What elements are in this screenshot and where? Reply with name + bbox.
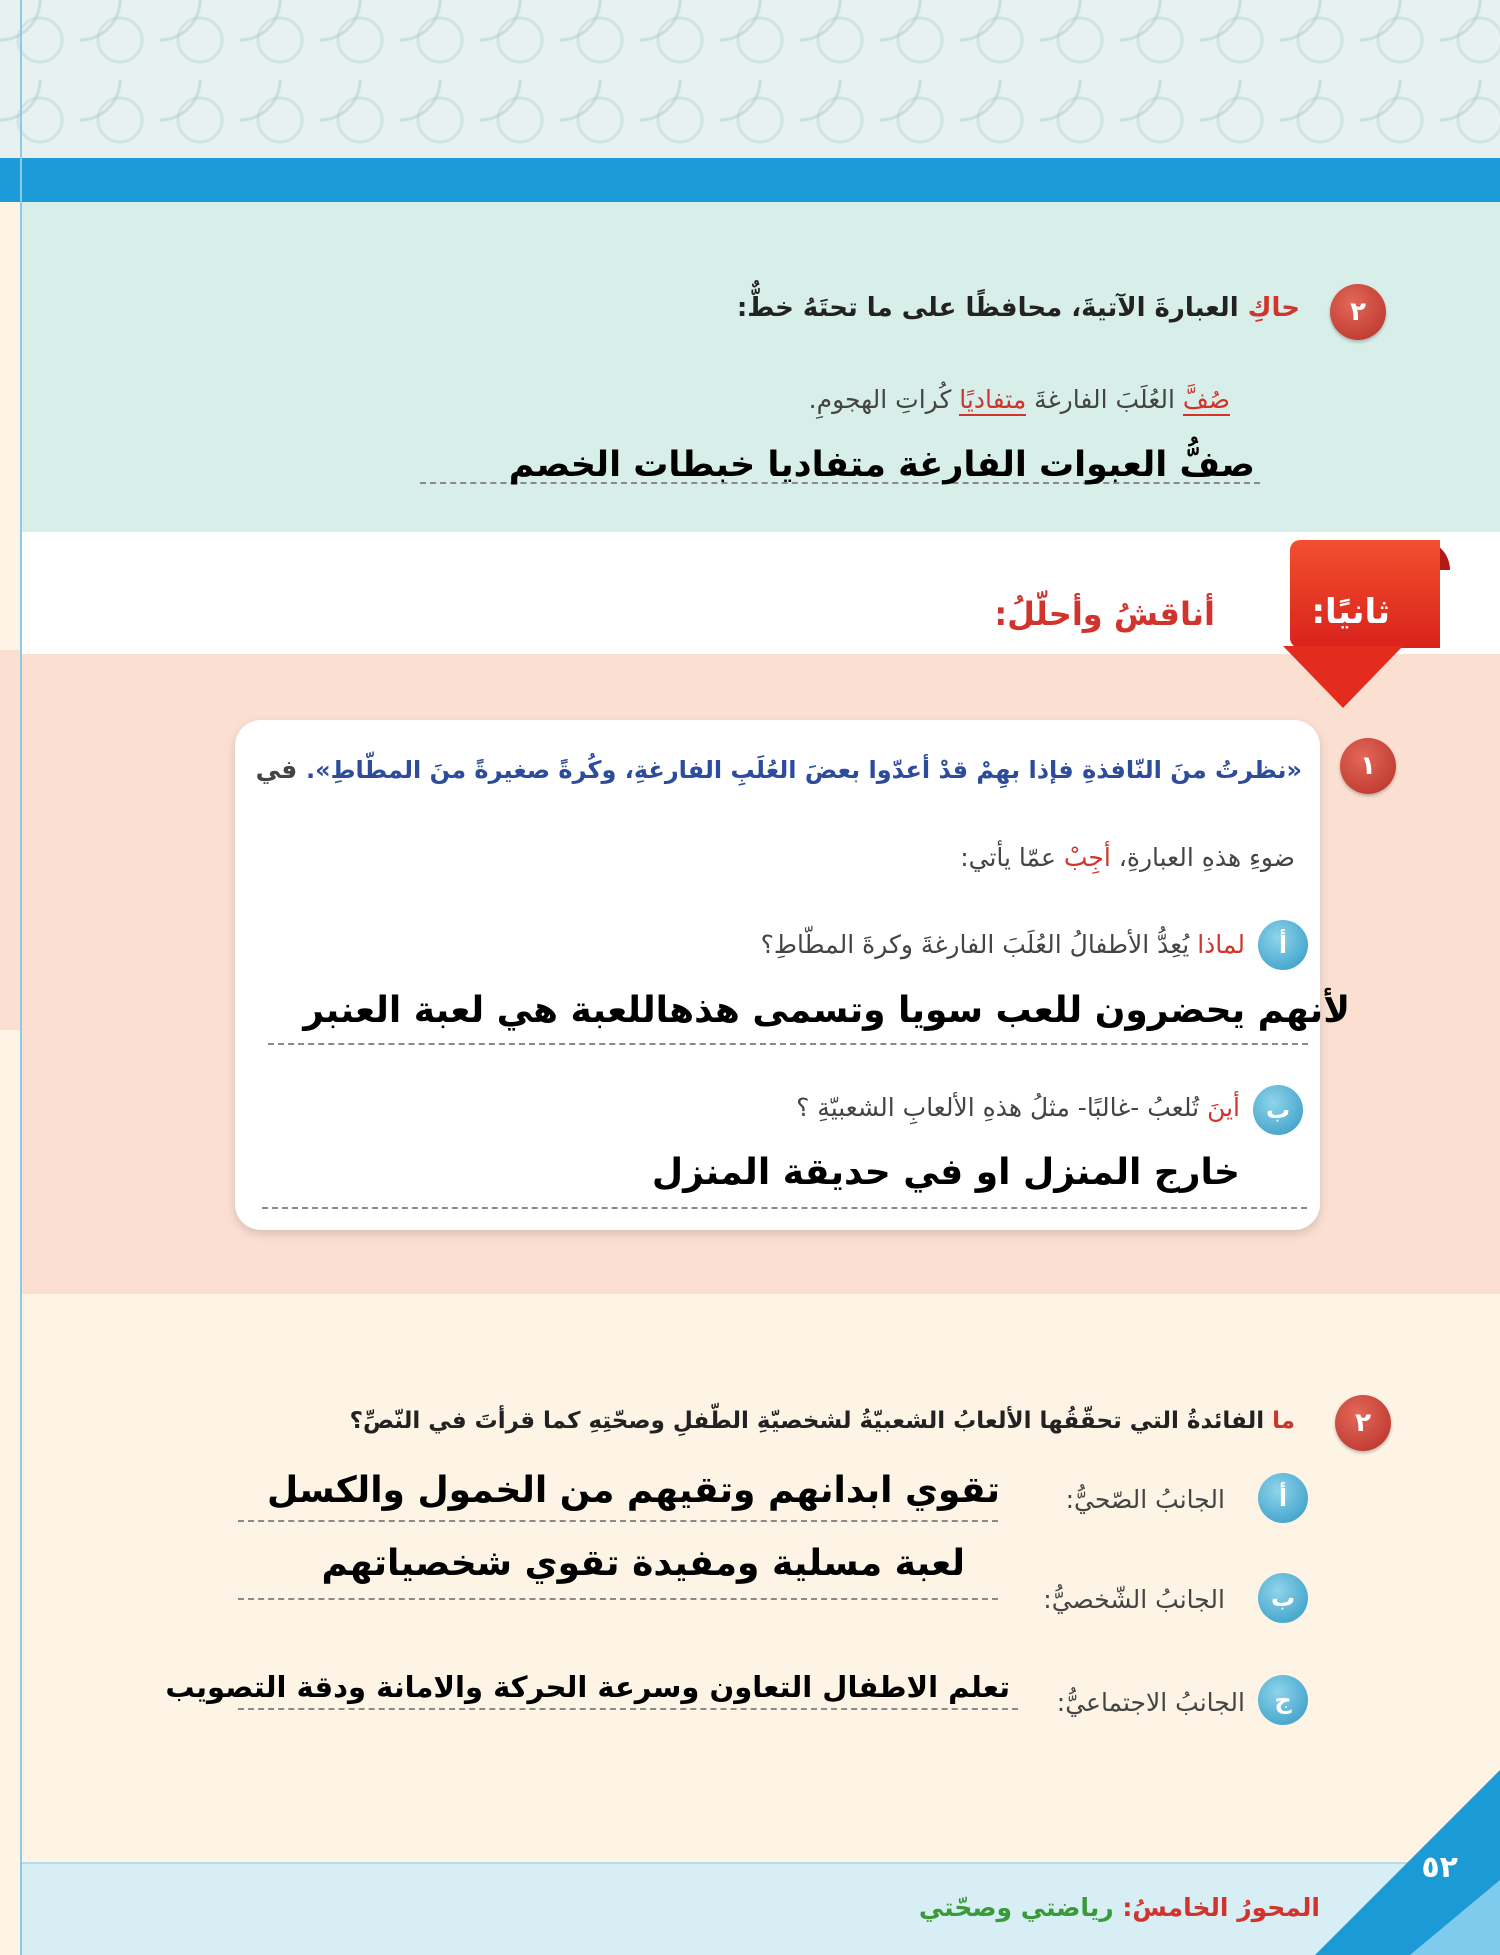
sub-question-badge: أ [1258, 1473, 1308, 1523]
answer-line [238, 1708, 1018, 1710]
quoted-passage-text: «نظرتُ منَ النّافذةِ فإذا بهِمْ قدْ أعدّوا بعضَ العُلَبِ الفارغةِ، وكُرةً صغيرةً منَ المطّاطِ». [306, 756, 1302, 784]
question-number-badge: ٢ [1335, 1395, 1391, 1451]
question-intro-start: ضوءِ هذهِ العبارةِ، [1110, 843, 1295, 872]
page-margin-rule [20, 0, 22, 1955]
handwritten-answer-b: خارج المنزل او في حديقة المنزل [651, 1152, 1240, 1193]
handwritten-answer-health: تقوي ابدانهم وتقيهم من الخمول والكسل [266, 1470, 1000, 1511]
copy-instruction-verb: حاكِ [1247, 293, 1300, 323]
answer-line [238, 1598, 998, 1600]
copy-instruction-text: العبارةَ الآتيةَ، محافظًا على ما تحتَهُ خطٌّ: [736, 293, 1248, 323]
sub-question-badge: ج [1258, 1675, 1308, 1725]
sub-question-badge: ب [1258, 1573, 1308, 1623]
section-banner-label: ثانيًا: [1311, 592, 1390, 632]
question-number-badge: ٢ [1330, 284, 1386, 340]
question-number-badge: ١ [1340, 738, 1396, 794]
sub-question-b-keyword: أينَ [1207, 1093, 1240, 1122]
sentence-word-underlined-1: صُفَّ [1182, 385, 1230, 414]
sentence-word-underlined-3: متفاديًا [959, 385, 1027, 414]
question-intro-verb: أجِبْ [1063, 843, 1111, 872]
question-intro [960, 843, 1295, 872]
copy-instruction [737, 293, 1300, 323]
sub-question-badge: أ [1258, 920, 1308, 970]
header-pattern [0, 0, 1500, 160]
sub-question-a-keyword: لماذا [1197, 930, 1245, 959]
aspect-label-social: الجانبُ الاجتماعيُّ: [1056, 1688, 1245, 1717]
sub-question-badge: ب [1253, 1085, 1303, 1135]
page-corner-accent-light [1410, 1880, 1500, 1955]
benefits-question-text: الفائدةُ التي تحقّقُها الألعابُ الشعبيّةُ لشخصيّةِ الطّفلِ وصحّتِهِ كما قرأتَ في النّصِّ؟ [349, 1408, 1273, 1434]
banner-arrow-icon [1283, 646, 1403, 708]
footer-unit-label: المحورُ الخامسُ: [1122, 1893, 1320, 1922]
handwritten-answer-a: لأنهم يحضرون للعب سويا وتسمى هذهاللعبة هي لعبة العنبر [303, 990, 1350, 1031]
handwritten-answer-social: تعلم الاطفال التعاون وسرعة الحركة والامانة ودقة التصويب [165, 1670, 1010, 1704]
section-banner-title: أناقشُ وأحلّلُ: [994, 595, 1215, 633]
page-number: ٥٢ [1421, 1850, 1458, 1885]
section-banner-strip [22, 532, 1500, 654]
benefits-question [350, 1408, 1295, 1434]
handwritten-answer-personal: لعبة مسلية ومفيدة تقوي شخصياتهم [321, 1543, 965, 1584]
header-bar [0, 158, 1500, 202]
footer-unit-name: رياضتي وصحّتي [918, 1893, 1123, 1922]
benefits-question-keyword: ما [1272, 1408, 1295, 1434]
aspect-label-personal: الجانبُ الشّخصيُّ: [1043, 1585, 1225, 1614]
sub-question-b-text: تُلعبُ -غالبًا- مثلُ هذهِ الألعابِ الشعبيّةِ ؟ [796, 1093, 1208, 1122]
question-intro-end: عمّا يأتي: [960, 843, 1064, 872]
answer-line [268, 1043, 1308, 1045]
aspect-label-health: الجانبُ الصّحيُّ: [1065, 1485, 1225, 1514]
sub-question-b [796, 1093, 1240, 1122]
sub-question-a-text: يُعِدُّ الأطفالُ العُلَبَ الفارغةَ وكرةَ المطّاطِ؟ [760, 930, 1198, 959]
sentence-word-2: العُلَبَ الفارغةَ [1026, 385, 1183, 414]
quoted-passage [256, 755, 1302, 784]
handwritten-answer-copy: صفُّ العبوات الفارغة متفاديا خبطات الخصم [508, 445, 1255, 485]
answer-line [238, 1520, 998, 1522]
margin-strip [0, 650, 20, 1030]
answer-line [262, 1207, 1307, 1209]
copy-model-sentence [809, 385, 1230, 414]
footer-unit-title [919, 1893, 1320, 1922]
quoted-passage-tail: في [255, 755, 306, 784]
sub-question-a [761, 930, 1245, 959]
sentence-word-4: كُراتِ الهجومِ. [808, 385, 960, 414]
